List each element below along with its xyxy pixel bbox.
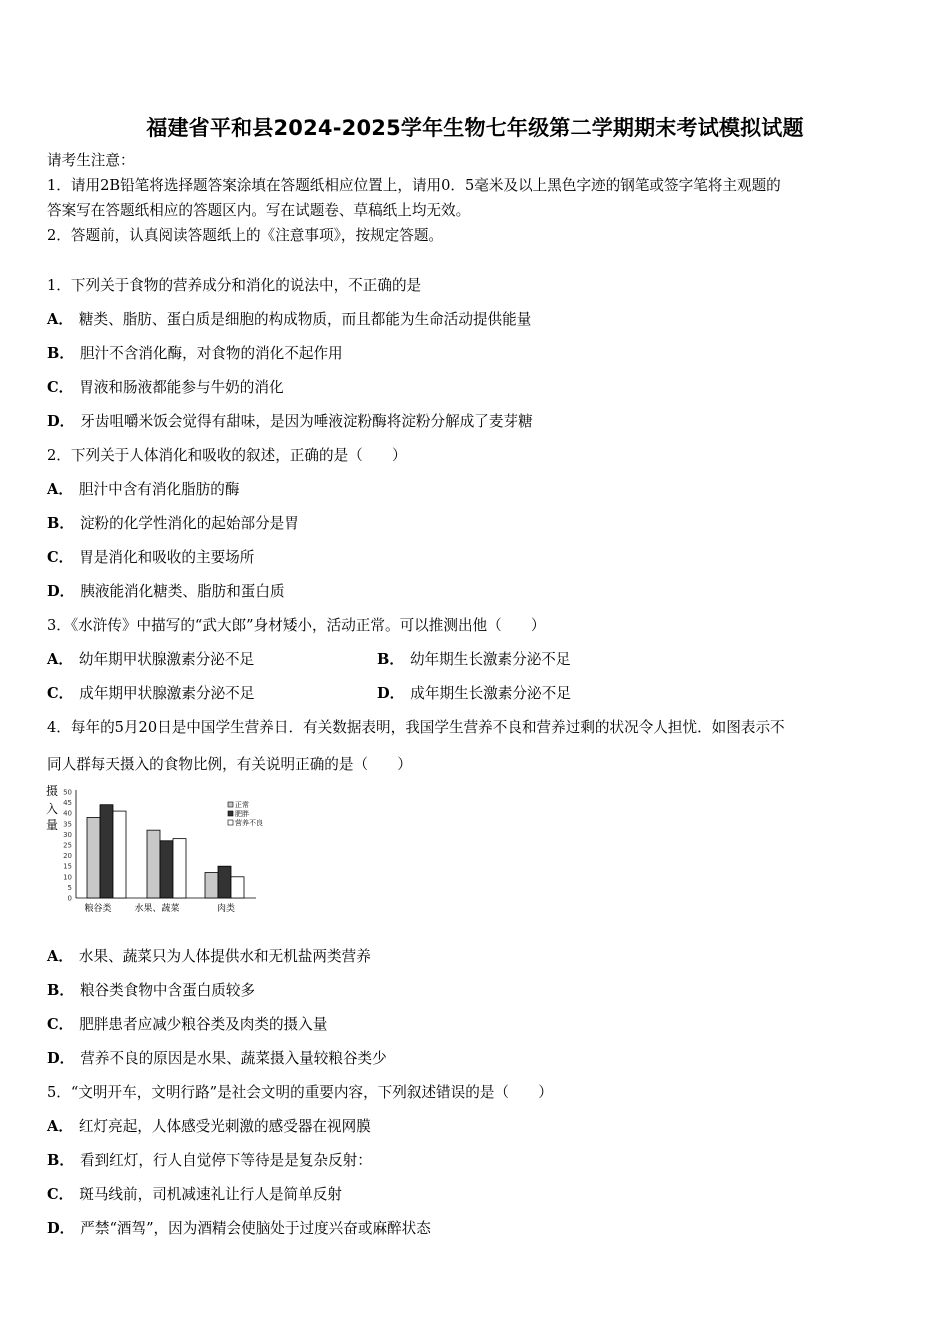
x-axis-labels <box>84 902 235 914</box>
food-intake-bar-chart <box>44 783 284 918</box>
option-label: A． <box>47 1118 73 1135</box>
option-label: D． <box>47 583 75 600</box>
option-text: 胰液能消化糖类、脂肪和蛋白质 <box>80 583 285 600</box>
legend-label: 肥胖 <box>235 810 249 818</box>
y-tick-label: 45 <box>63 799 72 808</box>
bar-2-1 <box>147 830 160 898</box>
legend-label: 正常 <box>235 801 249 809</box>
option-label: B． <box>377 651 404 668</box>
y-axis-label <box>46 783 58 832</box>
option-text: 胆汁中含有消化脂肪的酶 <box>78 481 240 498</box>
question-4-option-a <box>47 947 371 967</box>
y-tick-label: 5 <box>67 883 72 892</box>
x-tick-label: 粮谷类 <box>84 904 112 914</box>
option-label: B． <box>47 1152 74 1169</box>
bar-3-1 <box>205 873 218 898</box>
y-tick-label: 30 <box>63 830 72 839</box>
question-5-stem: 5．“文明开车，文明行路”是社会文明的重要内容，下列叙述错误的是（ ） <box>47 1084 553 1101</box>
page-title: 福建省平和县2024-2025学年生物七年级第二学期期末考试模拟试题 <box>146 116 804 140</box>
question-5-option-a <box>47 1117 371 1137</box>
y-tick-label: 15 <box>63 862 72 871</box>
option-text: 幼年期生长激素分泌不足 <box>409 651 571 668</box>
option-label: D． <box>47 1220 75 1237</box>
bar-1-1 <box>87 817 100 898</box>
bar-1-3 <box>113 811 126 898</box>
bar-1-2 <box>100 805 113 898</box>
question-3-option-c <box>47 684 254 704</box>
option-text: 幼年期甲状腺激素分泌不足 <box>78 651 255 668</box>
option-label: D． <box>377 685 405 702</box>
option-label: B． <box>47 345 74 362</box>
option-label: B． <box>47 515 74 532</box>
notice-item-2: 2．答题前，认真阅读答题纸上的《注意事项》，按规定答题。 <box>47 227 444 244</box>
option-text: 粮谷类食物中含蛋白质较多 <box>79 982 256 999</box>
question-2-option-c <box>47 548 254 568</box>
option-text: 营养不良的原因是水果、蔬菜摄入量较粮谷类少 <box>80 1050 387 1067</box>
option-label: D． <box>47 413 75 430</box>
option-text: 成年期生长激素分泌不足 <box>410 685 571 702</box>
option-text: 斑马线前，司机减速礼让行人是简单反射 <box>79 1186 342 1203</box>
question-5-option-b <box>47 1151 372 1171</box>
notice-item-1-line-2: 答案写在答题纸相应的答题区内。写在试题卷、草稿纸上均无效。 <box>47 202 471 219</box>
y-tick-label: 40 <box>63 809 72 818</box>
legend-swatch <box>228 811 233 816</box>
option-label: C． <box>47 379 74 396</box>
question-1-option-d <box>47 412 533 432</box>
legend-swatch <box>228 802 233 807</box>
option-text: 牙齿咀嚼米饭会觉得有甜味，是因为唾液淀粉酶将淀粉分解成了麦芽糖 <box>80 413 533 430</box>
y-tick-label: 50 <box>63 788 72 797</box>
y-tick-label: 10 <box>63 873 72 882</box>
y-axis-label-char: 摄 <box>45 784 59 798</box>
question-4-option-c <box>47 1015 327 1035</box>
y-tick-label: 20 <box>63 852 72 861</box>
option-label: C． <box>47 549 74 566</box>
option-label: C． <box>47 1016 74 1033</box>
option-text: 胃是消化和吸收的主要场所 <box>79 549 255 566</box>
y-tick-label: 25 <box>63 841 72 850</box>
legend-label: 营养不良 <box>235 819 263 827</box>
question-2-option-b <box>47 514 299 534</box>
question-5-option-c <box>47 1185 342 1205</box>
bar-3-3 <box>231 877 244 898</box>
option-label: C． <box>47 685 74 702</box>
option-label: B． <box>47 982 74 999</box>
question-5-option-d <box>47 1219 431 1239</box>
bar-3-2 <box>218 866 231 898</box>
y-tick-label: 0 <box>67 894 72 903</box>
notice-heading: 请考生注意： <box>47 152 135 169</box>
question-3-option-d <box>377 684 571 704</box>
question-2-option-a <box>47 480 239 500</box>
question-4-stem-line-2: 同人群每天摄入的食物比例，有关说明正确的是（ ） <box>47 756 412 773</box>
bars <box>87 805 244 898</box>
y-axis-ticks <box>63 789 72 903</box>
question-3-stem: 3．《水浒传》中描写的“武大郎”身材矮小，活动正常。可以推测出他（ ） <box>47 617 546 634</box>
question-2-stem: 2．下列关于人体消化和吸收的叙述，正确的是（ ） <box>47 447 407 464</box>
bar-2-3 <box>173 839 186 898</box>
question-1-option-b <box>47 344 343 364</box>
y-axis-label-char: 量 <box>45 818 59 832</box>
question-1-option-a <box>47 310 531 330</box>
option-text: 淀粉的化学性消化的起始部分是胃 <box>79 515 299 532</box>
y-axis-label-char: 入 <box>45 802 59 816</box>
option-text: 糖类、脂肪、蛋白质是细胞的构成物质，而且都能为生命活动提供能量 <box>78 311 532 328</box>
option-text: 成年期甲状腺激素分泌不足 <box>79 685 255 702</box>
notice-item-1-line-1: 1．请用2B铅笔将选择题答案涂填在答题纸相应位置上，请用0．5毫米及以上黑色字迹的钢笔或签字笔将主观题的 <box>47 177 781 194</box>
question-1-option-c <box>47 378 284 398</box>
x-tick-label: 肉类 <box>216 904 236 914</box>
question-3-option-b <box>377 650 570 670</box>
option-label: A． <box>47 948 73 965</box>
option-text: 严禁“酒驾”，因为酒精会使脑处于过度兴奋或麻醉状态 <box>80 1220 431 1237</box>
option-label: A． <box>47 481 73 498</box>
option-text: 看到红灯，行人自觉停下等待是是复杂反射： <box>79 1152 372 1169</box>
option-text: 水果、蔬菜只为人体提供水和无机盐两类营养 <box>78 948 371 965</box>
question-4-option-d <box>47 1049 387 1069</box>
bar-2-2 <box>160 841 173 898</box>
legend-swatch <box>228 820 233 825</box>
x-tick-label: 水果、蔬菜 <box>134 904 180 914</box>
option-text: 红灯亮起，人体感受光刺激的感受器在视网膜 <box>78 1118 371 1135</box>
question-1-stem: 1．下列关于食物的营养成分和消化的说法中，不正确的是 <box>47 277 422 294</box>
option-text: 肥胖患者应减少粮谷类及肉类的摄入量 <box>79 1016 328 1033</box>
y-tick-label: 35 <box>63 820 72 829</box>
option-text: 胆汁不含消化酶，对食物的消化不起作用 <box>79 345 343 362</box>
option-label: D． <box>47 1050 75 1067</box>
option-label: C． <box>47 1186 74 1203</box>
question-4-option-b <box>47 981 255 1001</box>
question-3-option-a <box>47 650 254 670</box>
option-label: A． <box>47 311 73 328</box>
question-4-stem-line-1: 4．每年的5月20日是中国学生营养日．有关数据表明，我国学生营养不良和营养过剩的状况令人担忧．如图表示不 <box>47 719 785 736</box>
option-label: A． <box>47 651 73 668</box>
question-2-option-d <box>47 582 285 602</box>
legend <box>228 800 263 827</box>
option-text: 胃液和肠液都能参与牛奶的消化 <box>79 379 284 396</box>
